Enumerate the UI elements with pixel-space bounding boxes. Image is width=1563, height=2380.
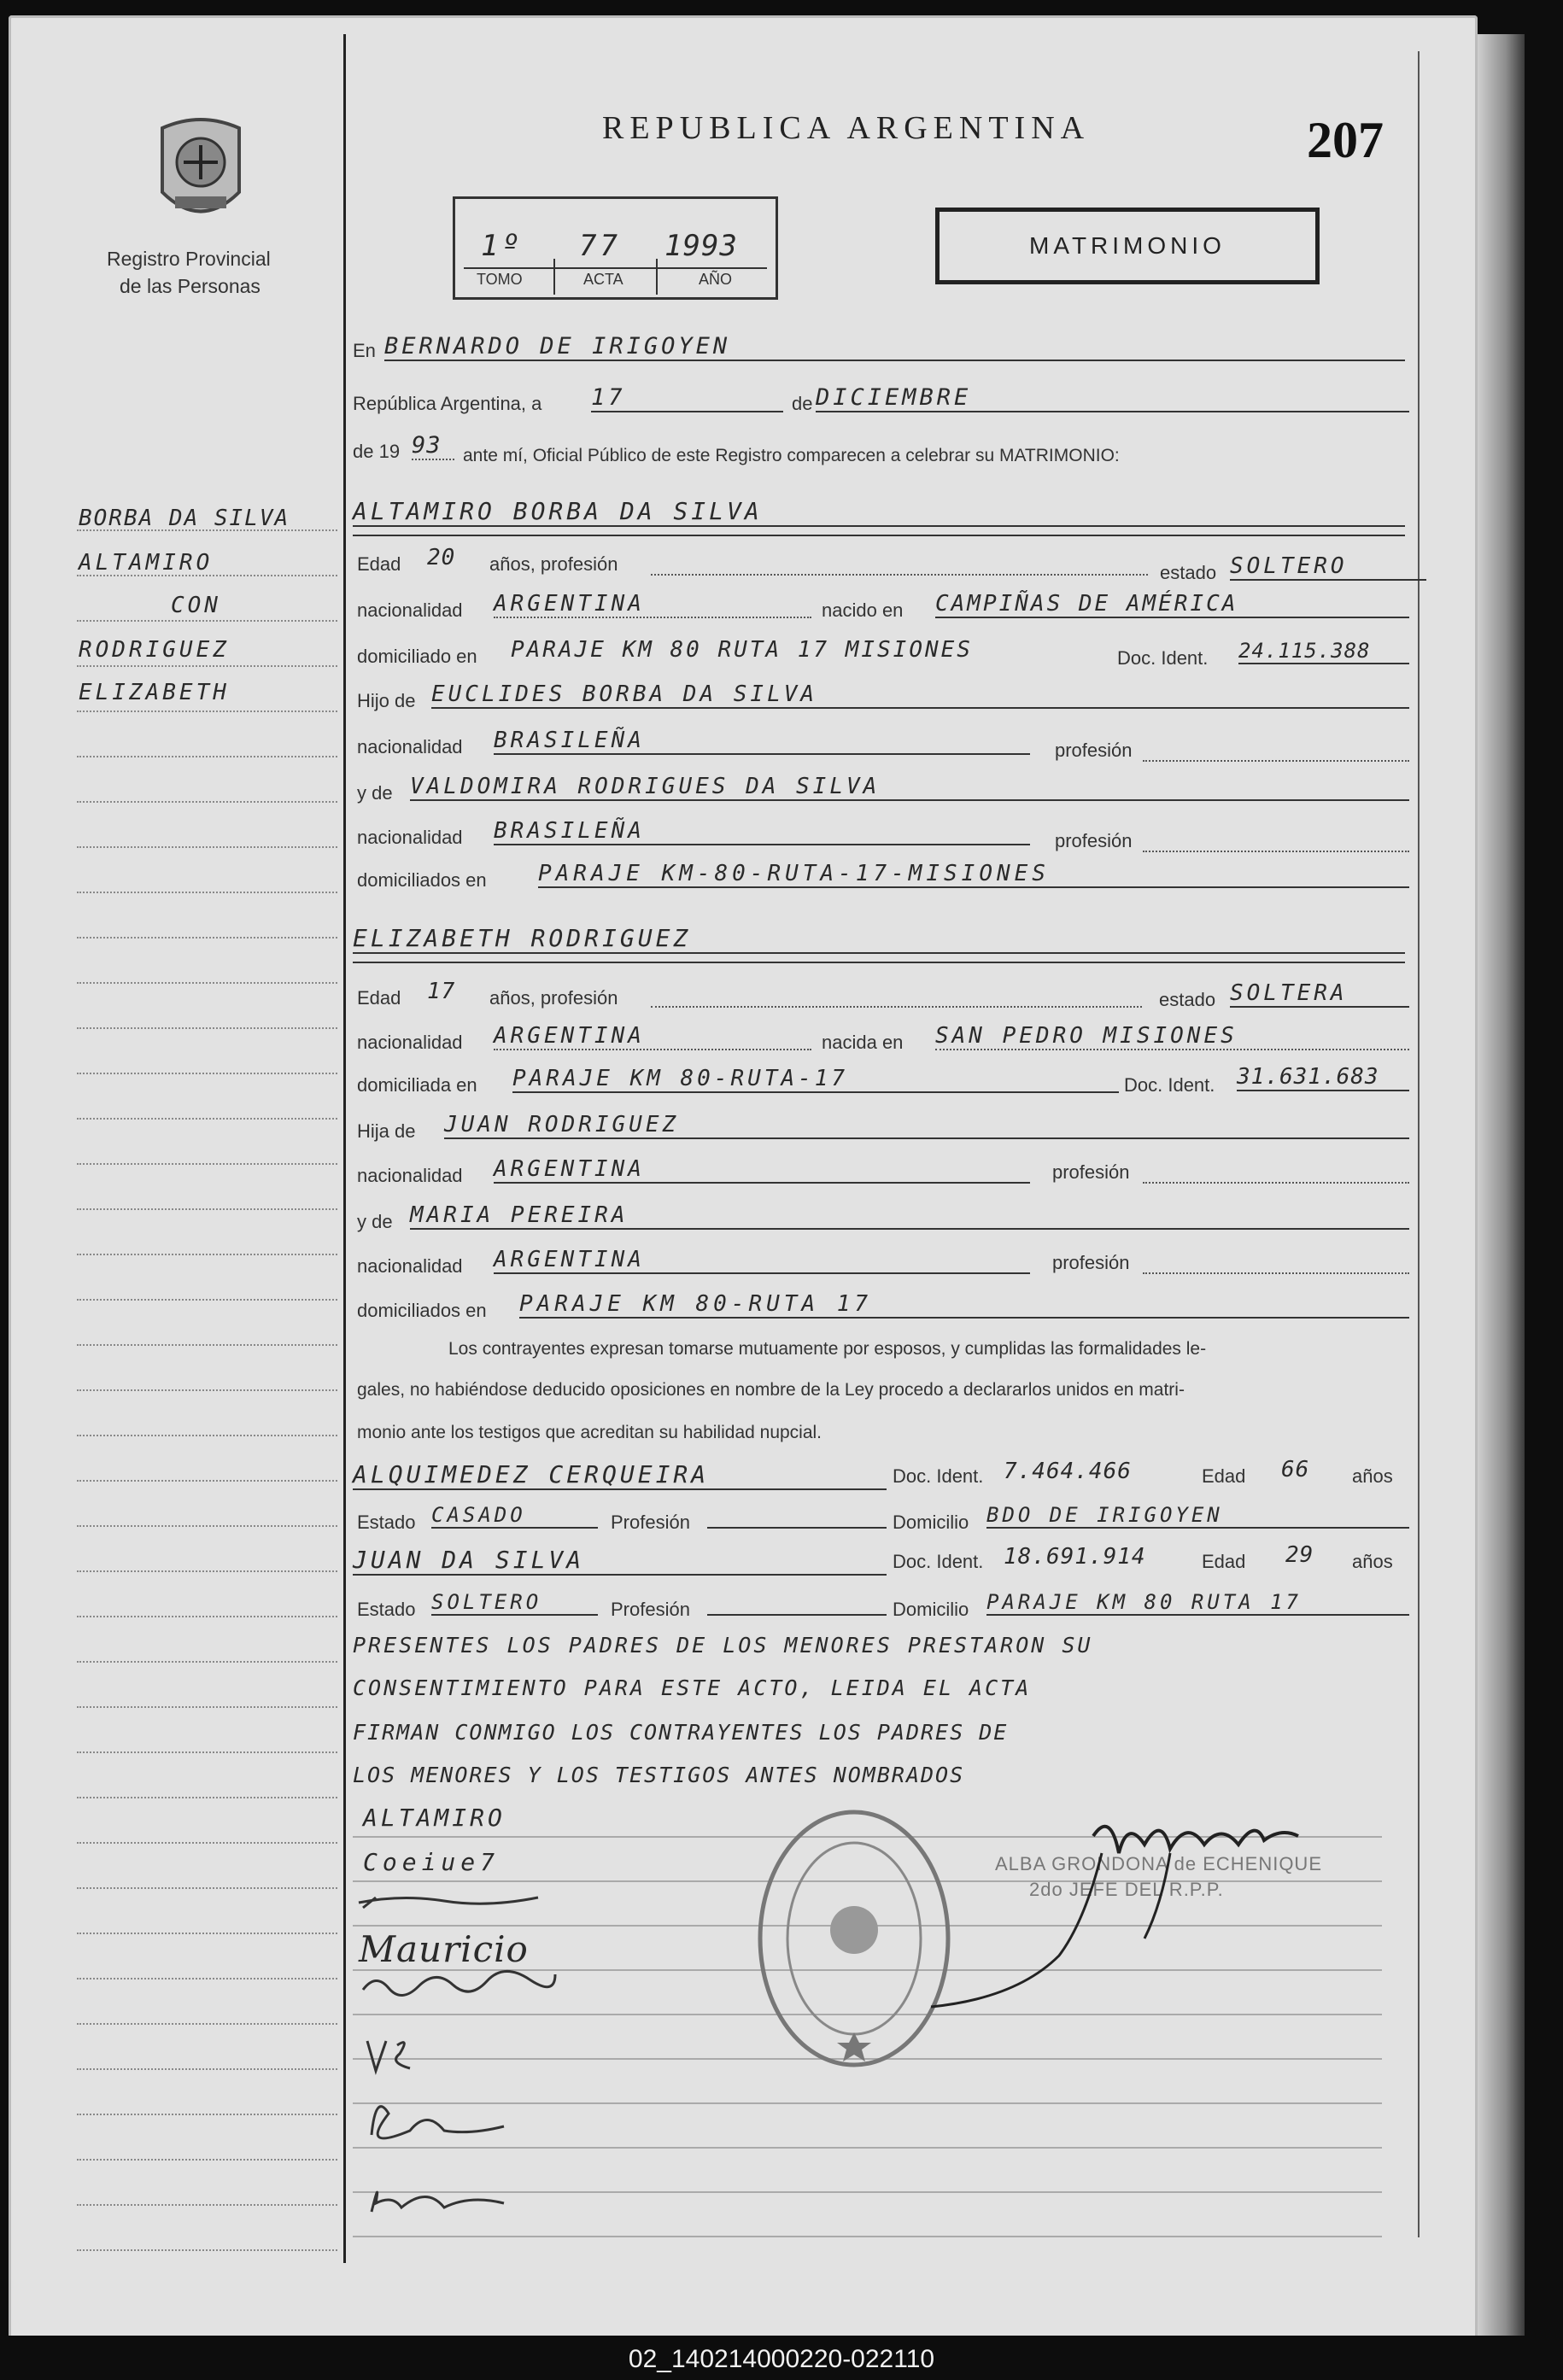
registry-name-line2: de las Personas — [120, 275, 260, 297]
record-reference-box — [453, 196, 778, 300]
groom-age: 20 — [427, 545, 456, 570]
groom-doc: 24.115.388 — [1238, 639, 1409, 664]
registry-name-line1: Registro Provincial — [107, 248, 271, 270]
groom-father-profesion-blank — [1143, 760, 1409, 762]
margin-rule-line — [77, 1435, 337, 1436]
bride-nacida-label: nacida en — [822, 1032, 904, 1053]
republica-label: República Argentina, a — [353, 393, 542, 414]
bride-profesion-blank — [651, 1006, 1142, 1008]
bride-estado: SOLTERA — [1230, 980, 1409, 1008]
witness2-age: 29 — [1285, 1542, 1314, 1568]
margin-rule-line — [77, 710, 337, 712]
declaration-line2: gales, no habiéndose deducido oposiciones en nombre de la Ley procedo a declararlos unidos en matri- — [357, 1380, 1185, 1400]
margin-rule-line — [77, 2114, 337, 2115]
witness2-estado-label: Estado — [357, 1599, 416, 1620]
margin-rule-line — [77, 2204, 337, 2206]
groom-father-label: Hijo de — [357, 690, 416, 711]
margin-rule-line — [77, 2159, 337, 2161]
bride-mother-nacionalidad: ARGENTINA — [494, 1247, 1030, 1274]
certificate-type-box — [935, 208, 1320, 284]
bride-mother-profesion-blank — [1143, 1272, 1409, 1274]
book-spine — [1478, 34, 1525, 2340]
margin-rule-line — [77, 1887, 337, 1889]
groom-father-prof-label: profesión — [1055, 740, 1133, 761]
margin-rule-line — [77, 575, 337, 576]
groom-mother-label: y de — [357, 782, 393, 804]
margin-note-groom-name: ALTAMIRO — [79, 550, 214, 576]
witness2-profesion-blank — [707, 1614, 887, 1616]
groom-birthplace: CAMPIÑAS DE AMÉRICA — [935, 591, 1409, 618]
bride-doc: 31.631.683 — [1237, 1064, 1409, 1091]
groom-parents-domicilio: PARAJE KM-80-RUTA-17-MISIONES — [538, 861, 1409, 888]
margin-rule-line — [77, 2068, 337, 2070]
certificate-type: MATRIMONIO — [1029, 232, 1226, 259]
tomo-value: 1º — [481, 229, 523, 263]
margin-note-bride-surname: RODRIGUEZ — [79, 637, 230, 663]
witness1-anos-label: años — [1352, 1465, 1393, 1487]
bride-father-profesion-blank — [1143, 1182, 1409, 1184]
official-signature — [888, 1802, 1332, 2015]
de-label: de — [792, 393, 813, 414]
margin-rule-line — [77, 982, 337, 984]
groom-domicilio: PARAJE KM 80 RUTA 17 MISIONES — [511, 637, 973, 663]
margin-rule-line — [77, 1525, 337, 1527]
witness1-doc: 7.464.466 — [1004, 1459, 1132, 1484]
margin-rule-line — [77, 892, 337, 893]
remarks-line4: LOS MENORES Y LOS TESTIGOS ANTES NOMBRADOS — [353, 1763, 965, 1787]
bride-mother-prof-label: profesión — [1052, 1252, 1130, 1273]
official-stamp-line1: ALBA GRONDONA de ECHENIQUE — [995, 1853, 1322, 1874]
margin-rule-line — [77, 1208, 337, 1210]
witness2-estado: SOLTERO — [431, 1590, 598, 1616]
witness2-profesion-label: Profesión — [611, 1599, 690, 1620]
groom-mother: VALDOMIRA RODRIGUES DA SILVA — [410, 774, 1409, 801]
margin-rule-line — [77, 1978, 337, 1979]
page-number: 207 — [1307, 112, 1384, 168]
signature-groom: ALTAMIRO — [363, 1804, 506, 1832]
ano-value: 1993 — [664, 229, 738, 263]
ano-label: AÑO — [699, 271, 733, 288]
acta-value: 77 — [579, 229, 621, 263]
bride-father-prof-label: profesión — [1052, 1161, 1130, 1183]
bride-name: ELIZABETH RODRIGUEZ — [353, 924, 1405, 954]
witness1-estado-label: Estado — [357, 1512, 416, 1533]
right-page-edge-line — [1418, 51, 1420, 2237]
marriage-month: DICIEMBRE — [816, 384, 1409, 412]
bride-domicilio-label: domiciliada en — [357, 1074, 477, 1096]
margin-rule-line — [77, 1118, 337, 1120]
witness2-domicilio-label: Domicilio — [893, 1599, 969, 1620]
witness1-domicilio: BDO DE IRIGOYEN — [986, 1503, 1409, 1529]
groom-domicilio-label: domiciliado en — [357, 646, 477, 667]
groom-mother-profesion-blank — [1143, 851, 1409, 852]
coat-of-arms-icon — [145, 111, 256, 231]
groom-name: ALTAMIRO BORBA DA SILVA — [353, 497, 1405, 527]
margin-rule-line — [77, 1163, 337, 1165]
bride-nacionalidad: ARGENTINA — [494, 1023, 811, 1050]
acta-label: ACTA — [583, 271, 623, 288]
margin-rule-line — [77, 756, 337, 757]
handwritten-signatures — [350, 1879, 709, 2220]
remarks-line2: CONSENTIMIENTO PARA ESTE ACTO, LEIDA EL ACTA — [353, 1675, 1032, 1700]
groom-doc-label: Doc. Ident. — [1117, 647, 1209, 669]
groom-mother-nac-label: nacionalidad — [357, 827, 463, 848]
witness1-profesion-blank — [707, 1527, 887, 1529]
remarks-line1: PRESENTES LOS PADRES DE LOS MENORES PRESTARON SU — [353, 1633, 1093, 1658]
margin-rule-line — [77, 937, 337, 939]
place-of-marriage: BERNARDO DE IRIGOYEN — [384, 333, 1405, 361]
margin-rule-line — [77, 1797, 337, 1798]
en-label: En — [353, 340, 376, 361]
bride-father-nac-label: nacionalidad — [357, 1165, 463, 1186]
margin-rule-line — [77, 665, 337, 667]
bride-doc-label: Doc. Ident. — [1124, 1074, 1215, 1096]
country-title: REPUBLICA ARGENTINA — [602, 110, 1091, 146]
witness2-name: JUAN DA SILVA — [353, 1546, 887, 1576]
signature-rule-line — [353, 2236, 1382, 2237]
witness1-name: ALQUIMEDEZ CERQUEIRA — [353, 1460, 887, 1490]
margin-note-con: CON — [171, 593, 221, 618]
margin-note-surname: BORBA DA SILVA — [79, 506, 290, 531]
remarks-line3: FIRMAN CONMIGO LOS CONTRAYENTES LOS PADRES DE — [353, 1720, 1009, 1745]
scan-file-id: 02_140214000220-022110 — [628, 2345, 935, 2373]
margin-rule-line — [77, 801, 337, 803]
margin-rule-line — [77, 1073, 337, 1074]
margin-note-bride-name: ELIZABETH — [79, 680, 230, 705]
witness1-edad-label: Edad — [1202, 1465, 1246, 1487]
witness1-estado: CASADO — [431, 1503, 598, 1529]
witness2-doc-label: Doc. Ident. — [893, 1551, 984, 1572]
margin-rule-line — [77, 1570, 337, 1572]
bride-father: JUAN RODRIGUEZ — [444, 1112, 1409, 1139]
tomo-label: TOMO — [477, 271, 523, 288]
bride-estado-label: estado — [1159, 989, 1216, 1010]
margin-rule-line — [77, 1254, 337, 1255]
groom-nacionalidad: ARGENTINA — [494, 591, 811, 618]
marriage-day: 17 — [591, 384, 783, 412]
margin-rule-line — [77, 1706, 337, 1708]
bride-mother-nac-label: nacionalidad — [357, 1255, 463, 1277]
margin-rule-line — [77, 1480, 337, 1482]
bride-age: 17 — [427, 979, 456, 1004]
margin-rule-line — [77, 1389, 337, 1391]
groom-anos-profesion-label: años, profesión — [489, 553, 618, 575]
signature-bride: Coeiue7 — [363, 1848, 501, 1876]
witness1-doc-label: Doc. Ident. — [893, 1465, 984, 1487]
witness1-age: 66 — [1281, 1457, 1310, 1482]
margin-rule-line — [77, 1299, 337, 1301]
intro-text: ante mí, Oficial Público de este Registro comparecen a celebrar su MATRIMONIO: — [463, 446, 1120, 465]
bride-anos-profesion-label: años, profesión — [489, 987, 618, 1009]
margin-rule-line — [77, 2023, 337, 2025]
groom-estado: SOLTERO — [1230, 553, 1426, 581]
witness1-profesion-label: Profesión — [611, 1512, 690, 1533]
margin-divider — [343, 34, 346, 2263]
bride-mother-label: y de — [357, 1211, 393, 1232]
bride-domicilio: PARAJE KM 80-RUTA-17 — [512, 1066, 1119, 1093]
groom-edad-label: Edad — [357, 553, 401, 575]
year-prefix: de 19 — [353, 441, 401, 462]
bride-mother: MARIA PEREIRA — [410, 1202, 1409, 1230]
year-suffix: 93 — [412, 432, 454, 460]
groom-nacionalidad-label: nacionalidad — [357, 599, 463, 621]
declaration-line3: monio ante los testigos que acreditan su habilidad nupcial. — [357, 1423, 822, 1442]
witness2-anos-label: años — [1352, 1551, 1393, 1572]
witness2-edad-label: Edad — [1202, 1551, 1246, 1572]
witness2-doc: 18.691.914 — [1004, 1544, 1146, 1570]
margin-rule-line — [77, 1661, 337, 1663]
groom-mother-prof-label: profesión — [1055, 830, 1133, 851]
witness1-domicilio-label: Domicilio — [893, 1512, 969, 1533]
groom-father: EUCLIDES BORBA DA SILVA — [431, 681, 1409, 709]
groom-profesion-blank — [651, 574, 1148, 576]
groom-nacido-label: nacido en — [822, 599, 904, 621]
bride-father-label: Hija de — [357, 1120, 416, 1142]
margin-rule-line — [77, 1027, 337, 1029]
margin-rule-line — [77, 1933, 337, 1934]
bride-father-nacionalidad: ARGENTINA — [494, 1156, 1030, 1184]
bride-edad-label: Edad — [357, 987, 401, 1009]
bride-birthplace: SAN PEDRO MISIONES — [935, 1023, 1409, 1050]
margin-rule-line — [77, 1344, 337, 1346]
official-stamp-line2: 2do JEFE DEL R.P.P. — [1029, 1879, 1224, 1900]
groom-mother-nacionalidad: BRASILEÑA — [494, 818, 1030, 845]
witness2-domicilio: PARAJE KM 80 RUTA 17 — [986, 1590, 1409, 1616]
margin-rule-line — [77, 2249, 337, 2251]
margin-rule-line — [77, 846, 337, 848]
bride-parents-domicilio: PARAJE KM 80-RUTA 17 — [519, 1291, 1409, 1319]
signature-parent: Mauricio — [359, 1928, 529, 1970]
groom-estado-label: estado — [1160, 562, 1217, 583]
declaration-line1: Los contrayentes expresan tomarse mutuamente por esposos, y cumplidas las formalidades le- — [448, 1339, 1207, 1359]
margin-rule-line — [77, 529, 337, 531]
groom-parents-dom-label: domiciliados en — [357, 869, 487, 891]
margin-rule-line — [77, 1842, 337, 1844]
groom-father-nac-label: nacionalidad — [357, 736, 463, 757]
margin-rule-line — [77, 1751, 337, 1753]
bride-parents-dom-label: domiciliados en — [357, 1300, 487, 1321]
margin-rule-line — [77, 620, 337, 622]
groom-father-nacionalidad: BRASILEÑA — [494, 728, 1030, 755]
bride-nacionalidad-label: nacionalidad — [357, 1032, 463, 1053]
margin-rule-line — [77, 1616, 337, 1617]
